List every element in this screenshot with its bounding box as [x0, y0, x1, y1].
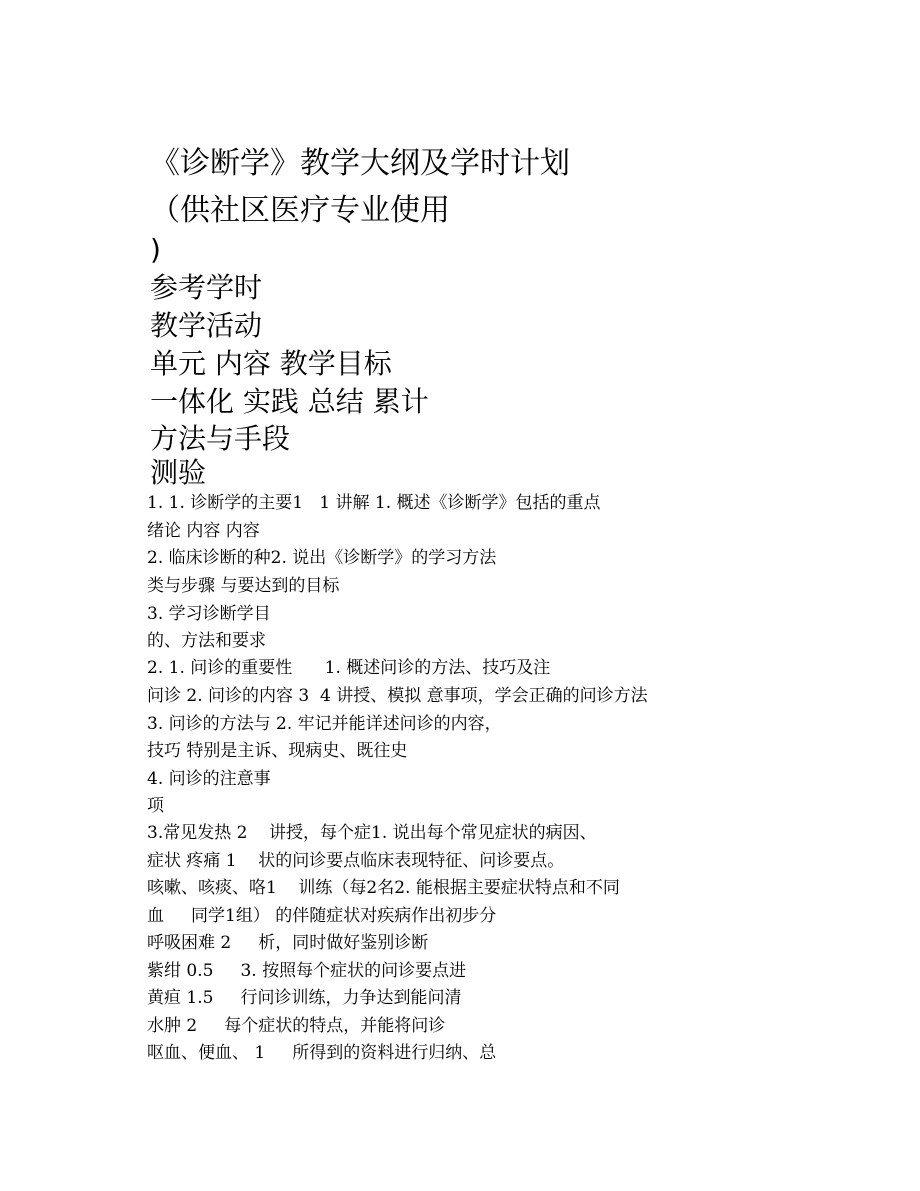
heading-teaching-activity: 教学活动 [150, 309, 263, 342]
body-line: 的、方法和要求 [147, 631, 266, 651]
body-line: 项 [147, 796, 164, 816]
heading-methods-means: 方法与手段 [150, 422, 291, 455]
body-line: 绪论 内容 内容 [147, 521, 260, 541]
body-line: 呕血、便血、 1 所得到的资料进行归纳、总 [147, 1043, 497, 1063]
body-line: 黄疸 1.5 行问诊训练，力争达到能问清 [147, 988, 462, 1008]
body-line: 类与步骤 与要达到的目标 [147, 576, 340, 596]
heading-reference-hours: 参考学时 [150, 271, 263, 304]
body-line: 1. 1. 诊断学的主要1 1 讲解 1. 概述《诊断学》包括的重点 [147, 493, 601, 513]
body-line: 血 同学1组） 的伴随症状对疾病作出初步分 [147, 906, 497, 926]
body-line: 呼吸困难 2 析，同时做好鉴别诊断 [147, 933, 429, 953]
body-line: 问诊 2. 问诊的内容 3 4 讲授、模拟 意事项，学会正确的问诊方法 [147, 686, 648, 706]
body-line: 水肿 2 每个症状的特点，并能将问诊 [147, 1016, 446, 1036]
body-line: 2. 临床诊断的种2. 说出《诊断学》的学习方法 [147, 548, 497, 568]
body-line: 3. 问诊的方法与 2. 牢记并能详述问诊的内容， [147, 714, 502, 734]
body-line: 咳嗽、咳痰、咯1 训练（每2名2. 能根据主要症状特点和不同 [147, 878, 620, 898]
body-line: 症状 疼痛 1 状的问诊要点临床表现特征、问诊要点。 [147, 851, 565, 871]
subtitle-closing-paren: ) [150, 233, 161, 266]
heading-integrated-practice-summary: 一体化 实践 总结 累计 [150, 385, 429, 418]
body-line: 紫绀 0.5 3. 按照每个症状的问诊要点进 [147, 961, 467, 981]
body-line: 4. 问诊的注意事 [147, 769, 271, 789]
heading-test: 测验 [150, 456, 207, 489]
document-subtitle: （供社区医疗专业使用 [150, 193, 450, 228]
body-line: 3.常见发热 2 讲授，每个症1. 说出每个常见症状的病因、 [147, 823, 597, 843]
body-line: 2. 1. 问诊的重要性 1. 概述问诊的方法、技巧及注 [147, 658, 551, 678]
body-line: 3. 学习诊断学目 [147, 604, 271, 624]
body-line: 技巧 特别是主诉、现病史、既往史 [147, 741, 408, 761]
heading-unit-content-objective: 单元 内容 教学目标 [150, 347, 392, 380]
document-title: 《诊断学》教学大纲及学时计划 [150, 146, 570, 181]
